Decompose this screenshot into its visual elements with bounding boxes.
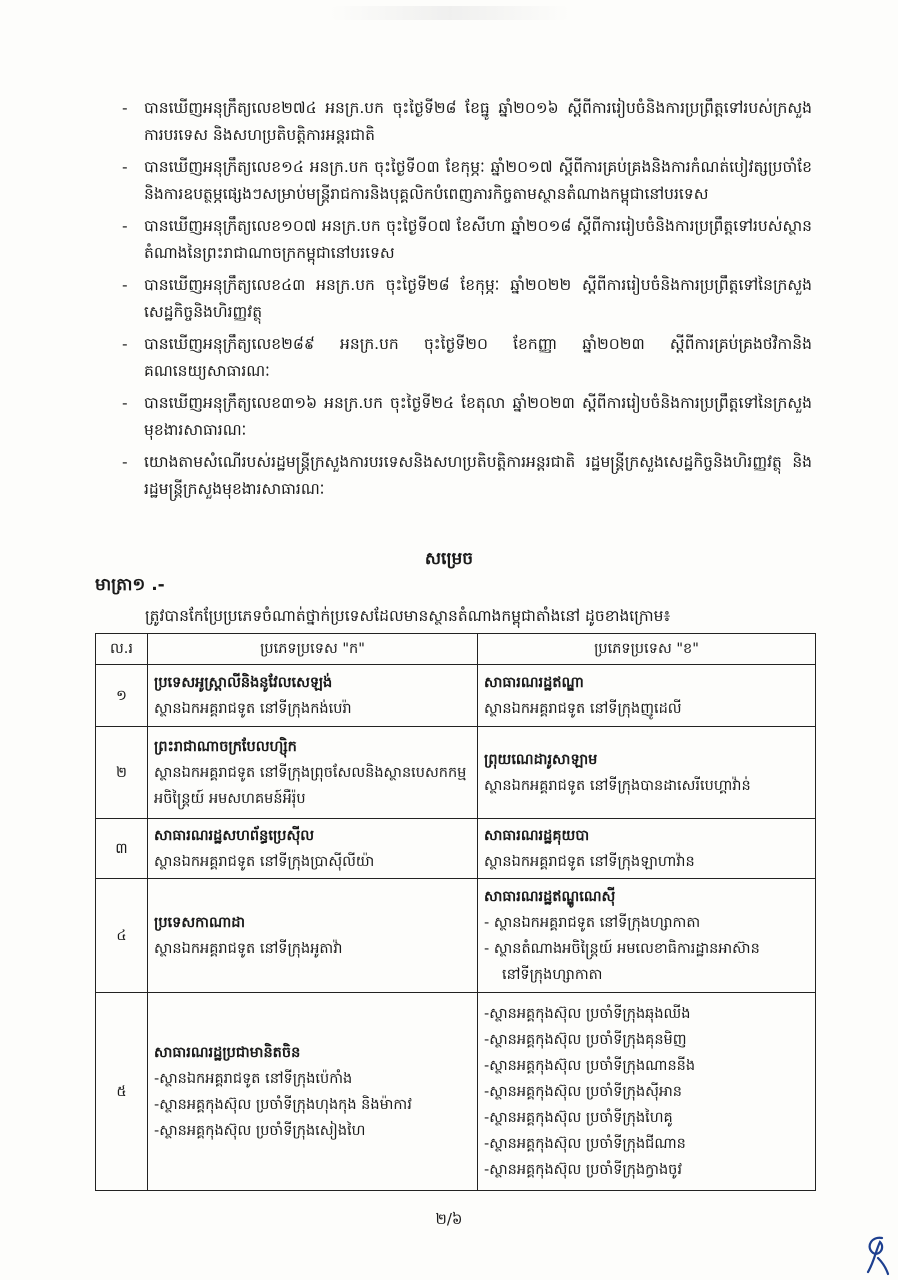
country-name: សាធារណរដ្ឋគុយបា [484,827,590,844]
country-classification-table [95,633,816,1191]
mission-item: -ស្ថានអគ្គកុងស៊ុល ប្រចាំទីក្រុងសៀងហៃ [154,1122,366,1139]
mission-item: -ស្ថានអគ្គកុងស៊ុល ប្រចាំទីក្រុងគុនមិញ [484,1031,687,1048]
mission-item: -ស្ថានអគ្គកុងស៊ុល ប្រចាំទីក្រុងក្វាងចូវ [484,1161,682,1178]
table-row [96,727,816,819]
consideration-item: - បានឃើញអនុក្រឹត្យលេខ៣១៦ អនក្រ.បក ចុះថ្ងៃទី២៤ ខែតុលា ឆ្នាំ២០២៣ ស្ដីពីការរៀបចំនិងការប្រព្រឹត្តទៅនៃក្រសួងមុខងារសាធារណៈ [122,394,812,439]
mission-item: ស្ថានឯកអគ្គរាជទូត នៅទីក្រុងញូដេលី [484,700,682,717]
country-name: សាធារណរដ្ឋឥណ្ឌូណេស៊ី [484,888,616,905]
consideration-item: - បានឃើញអនុក្រឹត្យលេខ៤៣ អនក្រ.បក ចុះថ្ងៃទី២៨ ខែកុម្ភៈ ឆ្នាំ២០២២ ស្ដីពីការរៀបចំនិងការប្រព្រឹត្តទៅនៃក្រសួងសេដ្ឋកិច្ចនិងហិរញ្ញវត្ថុ [122,276,812,321]
mission-item: -ស្ថានអគ្គកុងស៊ុល ប្រចាំទីក្រុងស៊ីអាន [484,1083,682,1100]
table-row [96,879,816,993]
row-number: ១ [96,665,148,727]
category-b-cell [478,665,816,727]
article-text: ត្រូវបានកែប្រែប្រភេទចំណាត់ថ្នាក់ប្រទេសដែលមានស្ថានតំណាងកម្ពុជាតាំងនៅ ដូចខាងក្រោម៖ [145,607,671,625]
row-number: ២ [96,727,148,819]
mission-item: ស្ថានឯកអគ្គរាជទូត នៅទីក្រុងប្រាស៊ីលីយ៉ា [154,853,375,870]
country-name: សាធារណរដ្ឋឥណ្ឌា [484,674,584,691]
mission-item: ស្ថានឯកអគ្គរាជទូត នៅទីក្រុងឡាហាវ៉ាន [484,853,695,870]
category-b-cell [478,727,816,819]
mission-item: -ស្ថានអគ្គកុងស៊ុល ប្រចាំទីក្រុងណាននីង [484,1057,696,1074]
country-name: ព្រុយណេដារូសាឡាម [484,751,598,768]
country-name: សាធារណរដ្ឋប្រជាមានិតចិន [154,1044,301,1061]
table-header-row [96,634,816,665]
mission-item: ស្ថានឯកអគ្គរាជទូត នៅទីក្រុងកង់បេរ៉ា [154,700,352,717]
mission-item: ស្ថានឯកអគ្គរាជទូត នៅទីក្រុងបានដាសេរីបេហ្គាវ៉ាន់ [484,777,751,794]
country-name: ព្រះរាជាណាចក្របែលហ្ស៊ិក [154,738,297,755]
header-number: ល.រ [96,634,148,665]
mission-item: - ស្ថានឯកអគ្គរាជទូត នៅទីក្រុងហ្សាកាតា [484,914,701,931]
country-name: សាធារណរដ្ឋសហព័ន្ធប្រេស៊ីល [154,827,315,844]
category-b-cell [478,819,816,879]
category-b-cell [478,993,816,1191]
handwritten-initial-icon [860,1232,892,1276]
consideration-item: - បានឃើញអនុក្រឹត្យលេខ២៧៤ អនក្រ.បក ចុះថ្ងៃទី២៨ ខែធ្នូ ឆ្នាំ២០១៦ ស្ដីពីការរៀបចំនិងការប្រព្រឹត្តទៅរបស់ក្រសួងការបរទេស និងសហប្រតិបត្តិការអន្តរជាតិ [122,99,812,144]
consideration-item: - យោងតាមសំណើរបស់រដ្ឋមន្ត្រីក្រសួងការបរទេសនិងសហប្រតិបត្តិការអន្តរជាតិ រដ្ឋមន្ត្រីក្រសួងសេដ្ឋកិច្ចនិងហិរញ្ញវត្ថុ និងរដ្ឋមន្ត្រីក្រសួងមុខងារសាធារណៈ [122,453,812,498]
mission-item: នៅទីក្រុងហ្សាកាតា [502,966,603,983]
decision-heading: សម្រេច [424,549,474,569]
category-a-cell [148,665,478,727]
article-label: មាត្រា១ .- [95,575,165,595]
category-a-cell [148,727,478,819]
header-category-a: ប្រភេទប្រទេស "ក" [148,634,478,665]
country-name: ប្រទេសអូស្ត្រាលីនិងនូវែលសេឡង់ [154,674,333,691]
category-a-cell [148,819,478,879]
mission-item: -ស្ថានអគ្គកុងស៊ុល ប្រចាំទីក្រុងហុងកុង និងម៉ាកាវ [154,1096,412,1113]
row-number: ៥ [96,993,148,1191]
category-a-cell [148,879,478,993]
consideration-item: - បានឃើញអនុក្រឹត្យលេខ១៤ អនក្រ.បក ចុះថ្ងៃទី០៣ ខែកុម្ភៈ ឆ្នាំ២០១៧ ស្ដីពីការគ្រប់គ្រងនិងការកំណត់បៀវត្សប្រចាំខែនិងការឧបត្ថម្ភផ្សេងៗសម្រាប់មន្ត្រីរាជការនិងបុគ្គលិកបំពេញភារកិច្ចតាមស្ថានតំណាងកម្ពុជានៅបរទេស [122,158,812,203]
header-category-b: ប្រភេទប្រទេស "ខ" [478,634,816,665]
row-number: ៤ [96,879,148,993]
mission-item: ស្ថានឯកអគ្គរាជទូត នៅទីក្រុងព្រុចសែលនិងស្ថានបេសកកម្មអចិន្ត្រៃយ៍ អមសហគមន៍អឺរ៉ុប [154,764,467,807]
consideration-item: - បានឃើញអនុក្រឹត្យលេខ១០៧ អនក្រ.បក ចុះថ្ងៃទី០៧ ខែសីហា ឆ្នាំ២០១៨ ស្ដីពីការរៀបចំនិងការប្រព្រឹត្តទៅរបស់ស្ថានតំណាងនៃព្រះរាជាណាចក្រកម្ពុជានៅបរទេស [122,217,812,262]
mission-item: ស្ថានឯកអគ្គរាជទូត នៅទីក្រុងអូតាវ៉ា [154,940,343,957]
considerations-list [122,95,812,508]
category-b-cell [478,879,816,993]
mission-item: -ស្ថានអគ្គកុងស៊ុល ប្រចាំទីក្រុងឆុងឈីង [484,1005,691,1022]
mission-item: -ស្ថានអគ្គកុងស៊ុល ប្រចាំទីក្រុងជីណាន [484,1135,686,1152]
row-number: ៣ [96,819,148,879]
category-a-cell [148,993,478,1191]
consideration-item: - បានឃើញអនុក្រឹត្យលេខ២៨៩ អនក្រ.បក ចុះថ្ងៃទី២០ ខែកញ្ញា ឆ្នាំ២០២៣ ស្ដីពីការគ្រប់គ្រងថវិកានិងគណនេយ្យសាធារណៈ [122,335,812,380]
table-row [96,993,816,1191]
table-row [96,819,816,879]
page-number: ២/៦ [435,1210,463,1228]
mission-item: -ស្ថានឯកអគ្គរាជទូត នៅទីក្រុងប៉េកាំង [154,1070,353,1087]
table-row [96,665,816,727]
country-name: ប្រទេសកាណាដា [154,914,246,931]
header-watermark [330,6,570,20]
mission-item: - ស្ថានតំណាងអចិន្ត្រៃយ៍ អមលេខាធិការដ្ឋានអាស៊ាន [484,940,760,957]
mission-item: -ស្ថានអគ្គកុងស៊ុល ប្រចាំទីក្រុងហៃគូ [484,1109,673,1126]
